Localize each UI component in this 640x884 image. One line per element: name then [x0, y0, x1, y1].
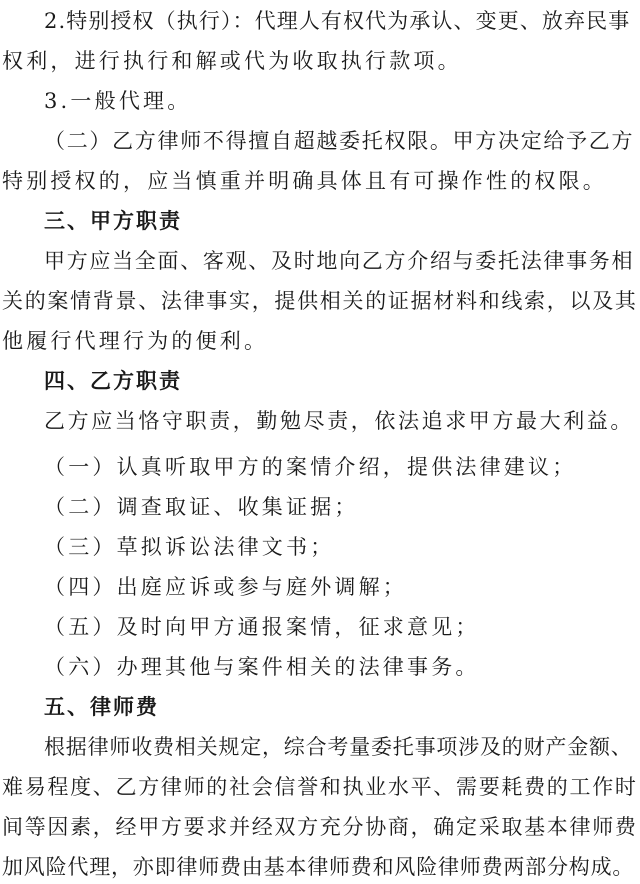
list-item: （五）及时向甲方通报案情，征求意见；: [44, 615, 480, 639]
paragraph-line: 特别授权的，应当慎重并明确具体且有可操作性的权限。: [2, 169, 607, 193]
list-item: （六）办理其他与案件相关的法律事务。: [44, 655, 480, 679]
paragraph-line: 乙方应当恪守职责，勤勉尽责，依法追求甲方最大利益。: [44, 409, 634, 433]
section-heading-5: 五、律师费: [44, 694, 159, 719]
paragraph-line: 2.特别授权（执行）：代理人有权代为承认、变更、放弃民事: [44, 9, 631, 33]
paragraph-line: 甲方应当全面、客观、及时地向乙方介绍与委托法律事务相: [44, 249, 635, 273]
paragraph-line: 关的案情背景、法律事实，提供相关的证据材料和线索，以及其: [2, 289, 638, 313]
section-heading-3: 三、甲方职责: [44, 208, 182, 233]
list-item: （四）出庭应诉或参与庭外调解；: [44, 575, 407, 599]
list-item: （三）草拟诉讼法律文书；: [44, 535, 335, 559]
paragraph-line: 3.一般代理。: [44, 89, 192, 113]
paragraph-line: 权利，进行执行和解或代为收取执行款项。: [2, 49, 462, 73]
paragraph-line: 他履行代理行为的便利。: [2, 329, 269, 353]
paragraph-line: 间等因素，经甲方要求并经双方充分协商，确定采取基本律师费: [2, 815, 638, 839]
list-item: （一）认真听取甲方的案情介绍，提供法律建议；: [44, 455, 577, 479]
list-item: （二）调查取证、收集证据；: [44, 495, 359, 519]
paragraph-line: 根据律师收费相关规定，综合考量委托事项涉及的财产金额、: [44, 735, 633, 759]
paragraph-line: 加风险代理，亦即律师费由基本律师费和风险律师费两部分构成。: [2, 855, 635, 879]
paragraph-line: （二）乙方律师不得擅自超越委托权限。甲方决定给予乙方: [44, 129, 635, 153]
section-heading-4: 四、乙方职责: [44, 368, 182, 393]
paragraph-line: 难易程度、乙方律师的社会信誉和执业水平、需要耗费的工作时: [2, 775, 638, 799]
